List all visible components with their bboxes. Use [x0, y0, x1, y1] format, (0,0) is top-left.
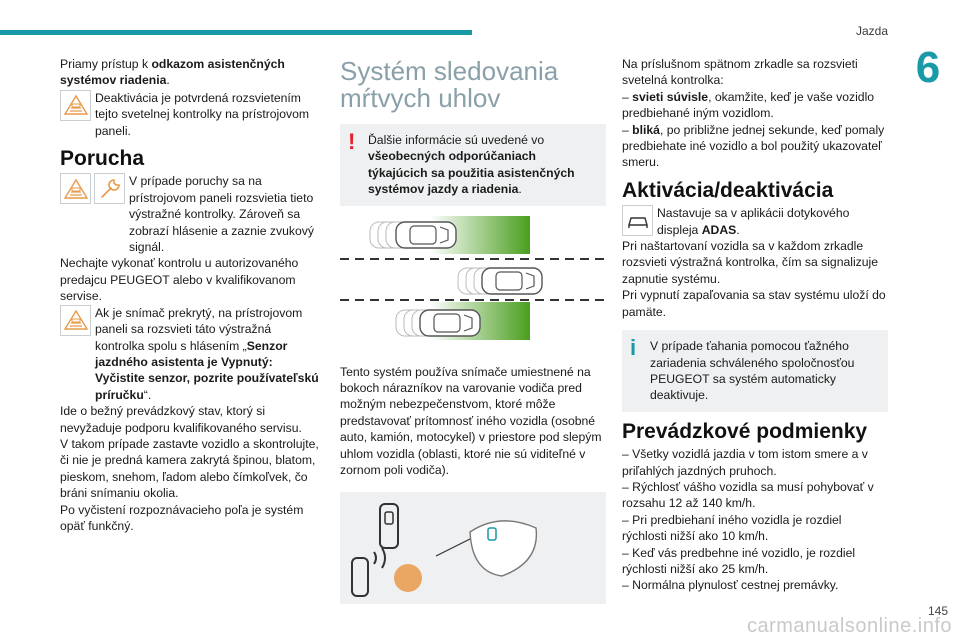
blind-spot-title: Systém sledovania mŕtvych uhlov: [340, 56, 559, 113]
fault-text: V prípade poruchy sa na prístrojovom paneli rozsvietia tieto výstražné kontrolky. Zároveň sa zobrazí hlásenie a zaznie zvukový signál.: [129, 174, 314, 255]
info-note-text: V prípade ťahania pomocou ťažného zariadenia schváleného spoločnosťou PEUGEOT sa systém automaticky deaktivuje.: [650, 339, 855, 403]
list-item: – Všetky vozidlá jazdia v tom istom smere a v priľahlých jazdných pruhoch.: [622, 447, 868, 478]
lane-warning-icon: [60, 90, 91, 121]
paragraph-check-camera: V takom prípade zastavte vozidlo a skontrolujte, či nie je predná kamera zakrytá špinou, blatom, pieskom, snehom, ľadom alebo čímkoľvek, čo bráni snímaniu okolia.: [60, 436, 319, 501]
list-item: – svieti súvisle, okamžite, keď je vaše vozidlo predbiehané iným vozidlom.: [622, 89, 875, 121]
column-right: [622, 56, 888, 594]
deactivation-text: Deaktivácia je potvrdená rozsvietením tejto svetelnej kontrolky na prístrojovom paneli.: [95, 90, 310, 138]
sensor-text: Ak je snímač prekrytý, na prístrojovom paneli sa rozsvieti táto výstražná kontrolka spolu s hlásením „Senzor jazdného asistenta je Vypnutý: Vyčistite senzor, pozrite používateľskú príručku“.: [95, 305, 319, 402]
sensor-row: [60, 305, 322, 403]
activation-row: [622, 205, 888, 238]
column-middle: [340, 56, 606, 604]
deactivation-row: [60, 90, 322, 139]
list-item: – Normálna plynulosť cestnej premávky.: [622, 578, 839, 593]
lane-warning-icon: [60, 305, 91, 336]
fault-row: [60, 173, 322, 255]
list-item: – Rýchlosť vášho vozidla sa musí pohybovať v rozsahu 12 až 140 km/h.: [622, 479, 874, 511]
lane-warning-icon: [60, 173, 91, 204]
paragraph-after-cleaning: Po vyčistení rozpoznávacieho poľa je systém opäť funkčný.: [60, 502, 304, 533]
warning-note: [340, 124, 606, 206]
list-item: – bliká, po približne jednej sekunde, keď pomaly predbiehate iné vozidlo a bol použitý ukazovateľ smeru.: [622, 122, 885, 170]
lanes-illustration: [340, 216, 606, 356]
chapter-number: 6: [896, 40, 960, 96]
paragraph-normal-state: Ide o bežný prevádzkový stav, ktorý si nevyžaduje podporu kvalifikovaného servisu.: [60, 404, 302, 435]
light-behavior-list: [622, 89, 888, 171]
list-item: – Pri predbiehaní iného vozidla je rozdiel rýchlosti nižší ako 10 km/h.: [622, 512, 842, 544]
activation-text: Nastavuje sa v aplikácii dotykového displeja ADAS.: [657, 206, 850, 237]
mirror-light-intro: Na príslušnom spätnom zrkadle sa rozsvieti svetelná kontrolka:: [622, 57, 858, 88]
warning-note-text: Ďalšie informácie sú uvedené vo všeobecných odporúčaniach týkajúcich sa použitia asistenčných systémov jazdy a riadenia.: [368, 133, 575, 197]
mirror-illustration: [340, 492, 606, 604]
header-accent-bar: [0, 30, 472, 35]
list-item: – Keď vás predbehne iné vozidlo, je rozdiel rýchlosti nižší ako 25 km/h.: [622, 545, 856, 576]
conditions-list: [622, 446, 888, 594]
fault-service-text: Nechajte vykonať kontrolu u autorizovaného predajcu PEUGEOT alebo v kvalifikovanom servise.: [60, 256, 299, 304]
page-number: 145: [927, 604, 948, 618]
info-note: [622, 330, 888, 412]
car-icon: [622, 205, 653, 236]
activation-memory-text: Pri vypnutí zapaľovania sa stav systému uloží do pamäte.: [622, 288, 886, 319]
activation-start-text: Pri naštartovaní vozidla sa v každom zrkadle rozsvieti výstražná kontrolka, čím sa signalizuje zapnutie systému.: [622, 239, 879, 286]
section-title: Jazda: [855, 24, 888, 38]
column-left: [60, 56, 322, 534]
intro-paragraph: Priamy prístup k odkazom asistenčných systémov riadenia.: [60, 57, 285, 88]
blind-spot-description: Tento systém používa snímače umiestnené na bokoch nárazníkov na varovanie vodiča pred možným nebezpečenstvom, ktoré môže predstavovať prítomnosť iného vozidla (osobné auto, kamión, motocykel) v priestore pod slepým uhlom vozidla (oblasti, ktoré nie sú viditeľné v zornom poli vodiča).: [340, 364, 602, 478]
heading-porucha: Porucha: [60, 147, 145, 171]
exclamation-icon: !: [348, 129, 356, 154]
watermark: carmanualsonline.info: [746, 615, 952, 637]
heading-conditions: Prevádzkové podmienky: [622, 419, 868, 443]
info-icon: i: [630, 335, 637, 361]
heading-activation: Aktivácia/deaktivácia: [622, 178, 834, 202]
wrench-icon: [94, 173, 125, 204]
